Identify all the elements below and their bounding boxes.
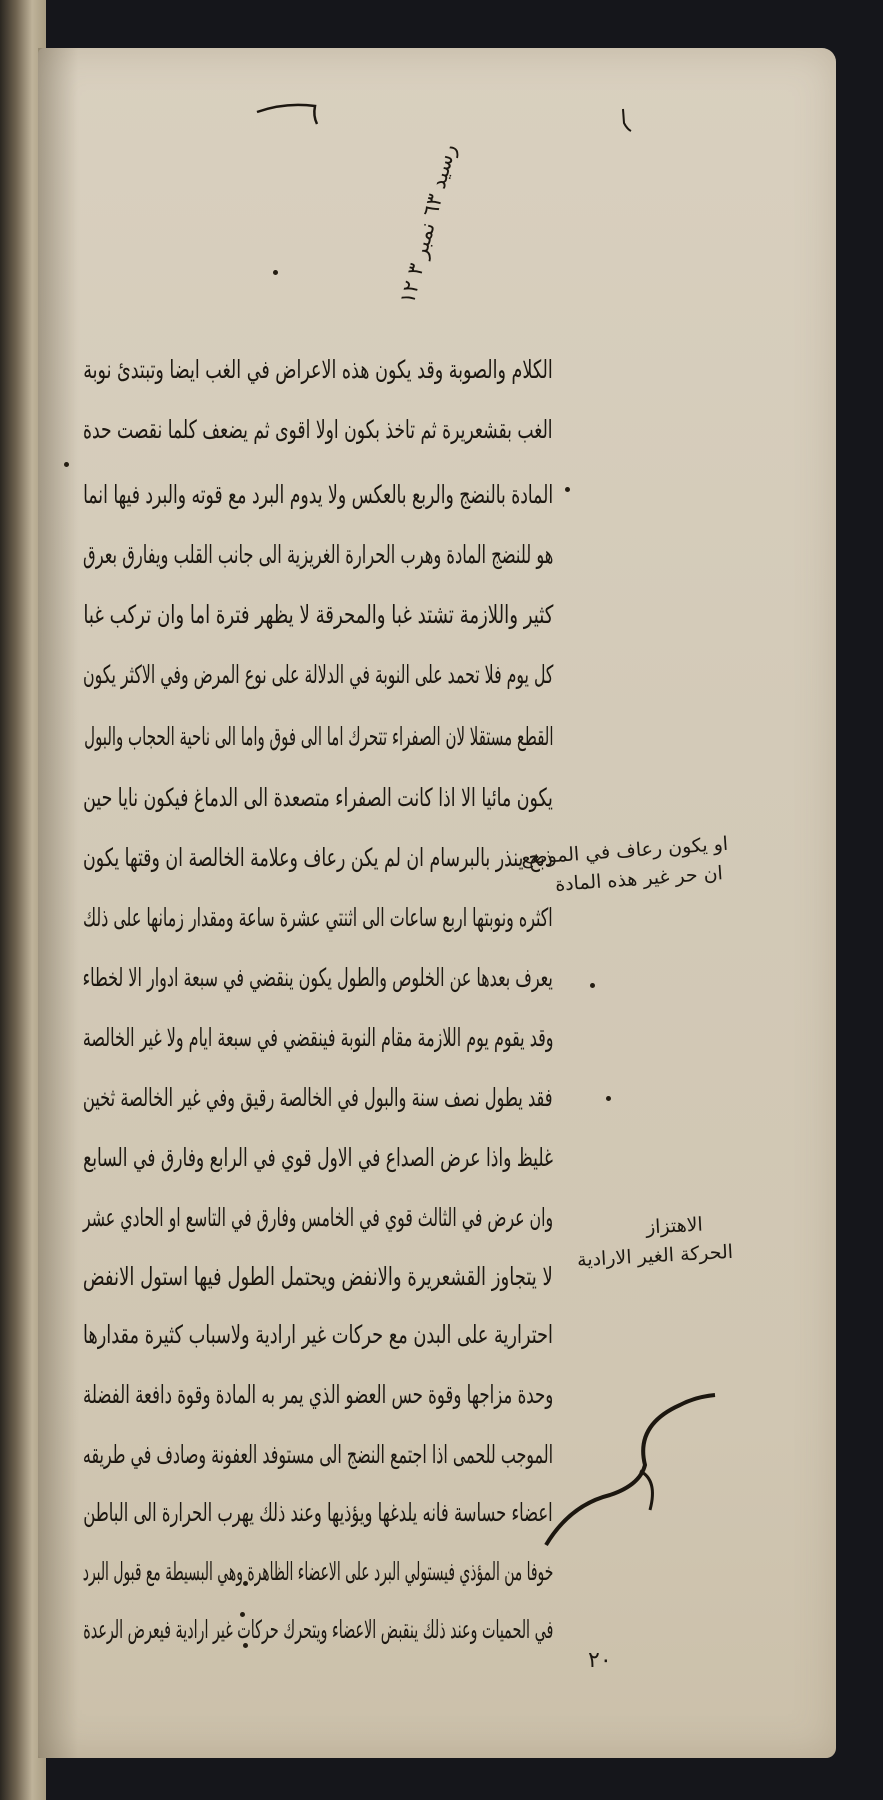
ink-dot — [565, 487, 570, 492]
text-line: الغب بقشعريرة ثم تاخذ بكون اولا اقوى ثم يضعف كلما نقصت حدة — [83, 415, 553, 444]
text-line: اكثره ونوبتها اربع ساعات الى اثنتي عشرة ساعة ومقدار زمانها على ذلك — [83, 903, 553, 932]
text-line: الموجب للحمى اذا اجتمع النضج الى مستوفد العفونة وصادف في طريقه — [82, 1440, 553, 1469]
text-line: وقد يقوم يوم اللازمة مقام النوبة فينقضي في سبعة ايام ولا غير الخالصة — [82, 1023, 553, 1052]
ink-dot — [273, 270, 278, 275]
text-line: وحدة مزاجها وقوة حس العضو الذي يمر به المادة وقوة دافعة الفضلة — [82, 1380, 553, 1409]
margin-note-2-line-1: الاهتزاز — [645, 1213, 704, 1239]
text-line: خوفا من المؤذي فيستولي البرد على الاعضاء الظاهرة وهي البسيطة مع قبول البرد — [82, 1557, 553, 1586]
folio-number: ٢٠ — [588, 1648, 612, 1673]
text-line: وان عرض في الثالث قوي في الخامس وفارق في التاسع او الحادي عشر — [82, 1203, 553, 1232]
ink-dot — [590, 983, 595, 988]
gutter-shadow — [38, 48, 78, 1758]
margin-note-2-line-2: الحركة الغير الارادية — [576, 1240, 734, 1272]
ink-dot — [64, 462, 69, 467]
ink-dot — [606, 1096, 611, 1101]
text-line: غليظ واذا عرض الصداع في الاول قوي في الرابع وفارق في السابع — [83, 1143, 553, 1172]
text-line: لا يتجاوز القشعريرة والانفض ويحتمل الطول فيها استول الانفض — [83, 1262, 553, 1291]
text-line: احترارية على البدن مع حركات غير ارادية ولاسباب كثيرة مقدارها — [83, 1320, 553, 1349]
text-line: كثير واللازمة تشتد غبا والمحرقة لا يظهر فترة اما وان تركب غبا — [83, 600, 553, 629]
top-margin-note: رسيد ٦٣ نمبر ٣ ١٢ — [395, 141, 461, 307]
text-line: المادة بالنضج والربع بالعكس ولا يدوم البرد مع قوته والبرد فيها انما — [83, 480, 553, 509]
text-line: يعرف بعدها عن الخلوص والطول يكون ينقضي في سبعة ادوار الا لخطاء — [82, 963, 553, 992]
text-line: فقد يطول نصف سنة والبول في الخالصة رقيق وفي غير الخالصة ثخين — [83, 1083, 553, 1112]
pen-flourish-top — [255, 98, 325, 128]
text-line: في الحميات وعند ذلك ينقبض الاعضاء ويتحرك حركات غير ارادية فيعرض الرعدة — [82, 1615, 553, 1644]
text-line: اعضاء حساسة فانه يلدغها ويؤذيها وعند ذلك يهرب الحرارة الى الباطن — [83, 1498, 553, 1527]
corner-mark — [615, 105, 635, 135]
pen-flourish-bottom — [540, 1385, 720, 1555]
text-line: كل يوم فلا تحمد على النوبة في الدلالة على نوع المرض وفي الاكثر يكون — [82, 660, 553, 689]
margin-note-1-line-2: ان حر غير هذه المادة — [554, 862, 724, 896]
text-line: ذبح ينذر بالبرسام ان لم يكن رعاف وعلامة الخالصة ان وقتها يكون — [83, 843, 553, 872]
text-line: هو للنضج المادة وهرب الحرارة الغريزية الى جانب القلب ويفارق بعرق — [82, 540, 553, 569]
text-line: الكلام والصوبة وقد يكون هذه الاعراض في الغب ايضا وتبتدئ نوبة — [83, 355, 553, 384]
text-line: يكون مائيا الا اذا كانت الصفراء متصعدة الى الدماغ فيكون نايا حين — [83, 783, 553, 812]
text-line: القطع مستقلا لان الصفراء تتحرك اما الى فوق واما الى ناحية الحجاب والبول — [83, 722, 553, 751]
margin-note-1-line-1: او يكون رعاف في الموضع — [520, 832, 729, 870]
